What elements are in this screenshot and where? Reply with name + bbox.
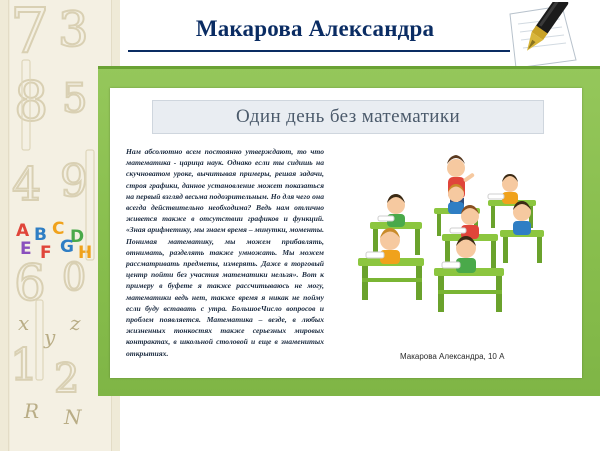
desk-row-1 [488, 174, 536, 228]
svg-text:A: A [16, 221, 30, 241]
svg-text:z: z [70, 311, 81, 335]
svg-text:1: 1 [10, 340, 38, 391]
svg-text:8: 8 [14, 70, 49, 133]
svg-text:6: 6 [14, 254, 46, 312]
svg-text:E: E [20, 239, 32, 259]
desk-row-3 [358, 228, 424, 300]
svg-text:0: 0 [62, 255, 87, 299]
svg-text:x: x [18, 311, 30, 335]
svg-text:y: y [44, 325, 56, 349]
band-inner-border [8, 0, 112, 451]
section-title: Один день без математики [235, 106, 461, 127]
page-title: Макарова Александра [195, 16, 435, 41]
svg-text:N: N [64, 405, 82, 429]
classroom-students-illustration [338, 148, 548, 338]
svg-text:D: D [70, 227, 85, 247]
svg-text:9: 9 [60, 156, 88, 207]
svg-text:4: 4 [12, 157, 42, 211]
svg-text:5: 5 [62, 76, 88, 122]
bottom-white-area [120, 396, 600, 451]
svg-text:R: R [24, 399, 40, 423]
svg-text:2: 2 [54, 356, 80, 402]
svg-text:3: 3 [58, 2, 89, 58]
svg-text:H: H [78, 243, 93, 263]
svg-text:7: 7 [10, 0, 50, 67]
panel-top-rule [98, 66, 600, 69]
body-paragraph: Нам абсолютно всем постоянно утверждают, то что математика - царица наук. Однако если ты сидишь на скучноватом уроке, вычитывая примеры, решая задачи, строя графики, данное установление может показаться на первый взгляд весьма подозрительным. Но для чего она всегда действительно необходима? Ведь нам отлично живется также в отсутствии графиков и функций. «Зная арифметику, мы знаем время – минутки, моменты. Понимая математику, мы можем прибавлять, отнимать, разделять также умножать. Мы можем рассматривать предметы, измерять. Даже в торговый центр пойти без участия математики нельзя». Вот к примеру в буфете я также рассчитываюсь не могу, математики ведь нет, также время я никак не пойму если буду вставать с утра. БольшоеЧисло вопросов и проблем появляется. Математика – везде, в любых жизненных тонкостях также серьезных мировых контрактах, в школьной столовой и еще в знаменитых открытиях. [126, 147, 324, 358]
desk-row-2c [500, 201, 544, 263]
title-underline [128, 50, 510, 52]
svg-text:B: B [34, 225, 47, 245]
section-title-plaque [152, 100, 544, 134]
svg-text:F: F [40, 243, 52, 263]
svg-text:G: G [60, 237, 74, 257]
fountain-pen-icon [506, 2, 592, 70]
svg-text:C: C [52, 219, 65, 239]
author-caption: Макарова Александра, 10 А [400, 352, 505, 361]
